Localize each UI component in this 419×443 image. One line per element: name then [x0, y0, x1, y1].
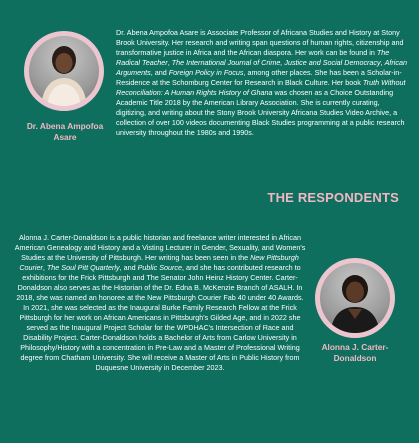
italic-title-run: The Radical Teacher — [116, 48, 390, 67]
bio-text-run: , and she has contributed research to exhibitions for the Frick Pittsburgh and The Senator John Heinz History Center. Carter-Donaldson also serves as the Historian of the Dr. Edna B. McKenzie Branch of ASALH. In 2018, she was named an honoree at the New Pittsburgh Courier Fab 40 under 40 Awards. In 2021, she was selected as the Inaugural Burke Family Research Fellow at the Frick Pittsburgh for her work on African Americans in Pittsburgh's Gilded Age, and in 2022 she served as the Inaugural Project Scholar for the WPDHAC's Intersection of Race and Disability Project. Carter-Donaldson holds a Bachelor of Arts from Carlow University in Philosophy/History with a concentration in Pre-Law and a Master of Professional Writing degree from Chatham University. She will receive a Master of Arts in Public History from Duquesne University in December 2023. — [16, 263, 304, 372]
bio-text-run: , — [42, 263, 47, 272]
italic-title-run: The Soul Pitt Quarterly — [46, 263, 120, 272]
asare-bio-text — [116, 28, 408, 138]
bio-text-run: was chosen as a Choice Outstanding Academic Title 2018 by the American Library Association. She is currently curating, digitizing, and writing about the Stony Brook University Africana Studies Video Archive, a collection of over 100 videos documenting Black Studies programming at a public research university throughout the 1980s and 1990s. — [116, 88, 405, 137]
section-title: THE RESPONDENTS — [267, 190, 399, 205]
bio-text-run: , and — [119, 263, 138, 272]
asare-portrait-photo — [24, 31, 104, 111]
bio-text-run: , — [167, 58, 172, 67]
italic-title-run: Public Source — [137, 263, 182, 272]
italic-title-run: New Pittsburgh Courier — [19, 253, 299, 272]
bio-text-run: , among other places. She has been a Scholar-in-Residence at the Schomburg Center for Research in Black Culture. Her book — [116, 68, 402, 87]
donaldson-bio-text — [14, 233, 306, 373]
italic-title-run: Foreign Policy in Focus — [168, 68, 244, 77]
bio-text-run: Dr. Abena Ampofoa Asare is Associate Professor of Africana Studies and History at Stony Brook University. Her research and writing span questions of human rights, citizenship and transformative justice in Africa and the African diaspora. Her work can be found in — [116, 28, 404, 57]
italic-title-run: Truth Without Reconciliation: A Human Rights History of Ghana — [116, 78, 406, 97]
donaldson-name-caption: Alonna J. Carter-Donaldson — [321, 342, 389, 363]
person-silhouette-icon — [320, 263, 390, 333]
donaldson-photo-frame — [320, 263, 390, 333]
italic-title-run: African Arguments — [116, 58, 407, 77]
person-silhouette-icon — [29, 36, 99, 106]
bio-text-run: , — [380, 58, 385, 67]
bio-text-run: Alonna J. Carter-Donaldson is a public historian and freelance writer interested in African American Genealogy and History and a Visting Lecturer in Gender, Sexuality, and Women's Studies at the University of Pittsburgh. Her writing has been seen in the — [14, 233, 306, 262]
donaldson-portrait-photo — [315, 258, 395, 338]
italic-title-run: The International Journal of Crime, Justice and Social Democracy — [171, 58, 381, 67]
bio-text-run: , and — [150, 68, 169, 77]
asare-name-caption: Dr. Abena Ampofoa Asare — [26, 121, 104, 142]
asare-photo-frame — [29, 36, 99, 106]
